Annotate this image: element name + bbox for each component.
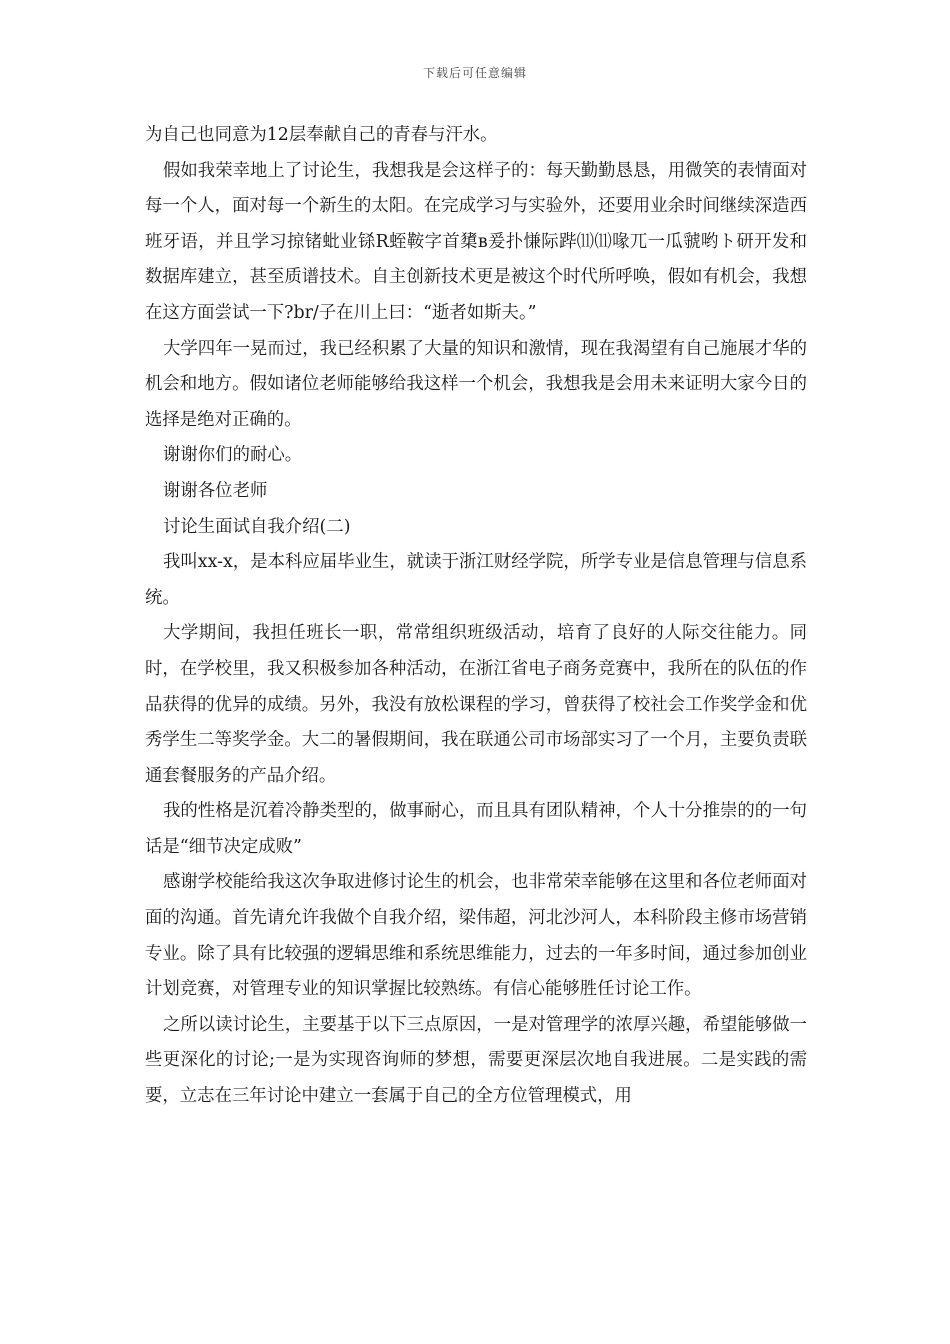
paragraph-7: 我叫xx-x，是本科应届毕业生，就读于浙江财经学院，所学专业是信息管理与信息系统。 xyxy=(145,552,807,608)
paragraph-9: 我的性格是沉着冷静类型的，做事耐心，而且具有团队精神，个人十分推崇的的一句话是“细节决定成败” xyxy=(145,801,807,857)
paragraph-3: 大学四年一晃而过，我已经积累了大量的知识和激情，现在我渴望有自己施展才华的机会和地方。假如诸位老师能够给我这样一个机会，我想我是会用未来证明大家今日的选择是绝对正确的。 xyxy=(145,338,807,430)
paragraph-10: 感谢学校能给我这次争取进修讨论生的机会，也非常荣幸能够在这里和各位老师面对面的沟通。首先请允许我做个自我介绍，梁伟超，河北沙河人，本科阶段主修市场营销专业。除了具有比较强的逻辑思维和系统思维能力，过去的一年多时间，通过参加创业计划竞赛，对管理专业的知识掌握比较熟练。有信心能够胜任讨论工作。 xyxy=(145,872,807,1000)
paragraph-1: 为自己也同意为12层奉献自己的青春与汗水。 xyxy=(145,125,498,145)
section-heading: 讨论生面试自我介绍(二) xyxy=(163,516,351,537)
page-header: 下载后可任意编辑 xyxy=(422,66,527,80)
paragraph-11: 之所以读讨论生，主要基于以下三点原因，一是对管理学的浓厚兴趣，希望能够做一些更深化的讨论;一是为实现咨询师的梦想，需要更深层次地自我进展。二是实践的需要，立志在三年讨论中建立一套属于自己的全方位管理模式，用 xyxy=(145,1014,807,1107)
document-body xyxy=(145,118,807,1115)
paragraph-4: 谢谢你们的耐心。 xyxy=(163,445,303,466)
paragraph-5: 谢谢各位老师 xyxy=(163,480,268,501)
paragraph-8: 大学期间，我担任班长一职，常常组织班级活动，培育了良好的人际交往能力。同时，在学校里，我又积极参加各种活动，在浙江省电子商务竞赛中，我所在的队伍的作品获得的优异的成绩。另外，我没有放松课程的学习，曾获得了校社会工作奖学金和优秀学生二等奖学金。大二的暑假期间，我在联通公司市场部实习了一个月，主要负责联通套餐服务的产品介绍。 xyxy=(145,623,807,786)
paragraph-2: 假如我荣幸地上了讨论生，我想我是会这样子的：每天勤勤恳恳，用微笑的表情面对每一个人，面对每一个新生的太阳。在完成学习与实验外，还要用业余时间继续深造西班牙语，并且学习掠锗蚍业铩R蛭鞍字首橥в爰扑慊际跸⑾⑾喙兀一瓜虢哟ト研开发和数据库建立，甚至质谱技术。自主创新技术更是被这个时代所呼唤，假如有机会，我想在这方面尝试一下?br/子在川上曰：“逝者如斯夫。” xyxy=(145,160,807,323)
